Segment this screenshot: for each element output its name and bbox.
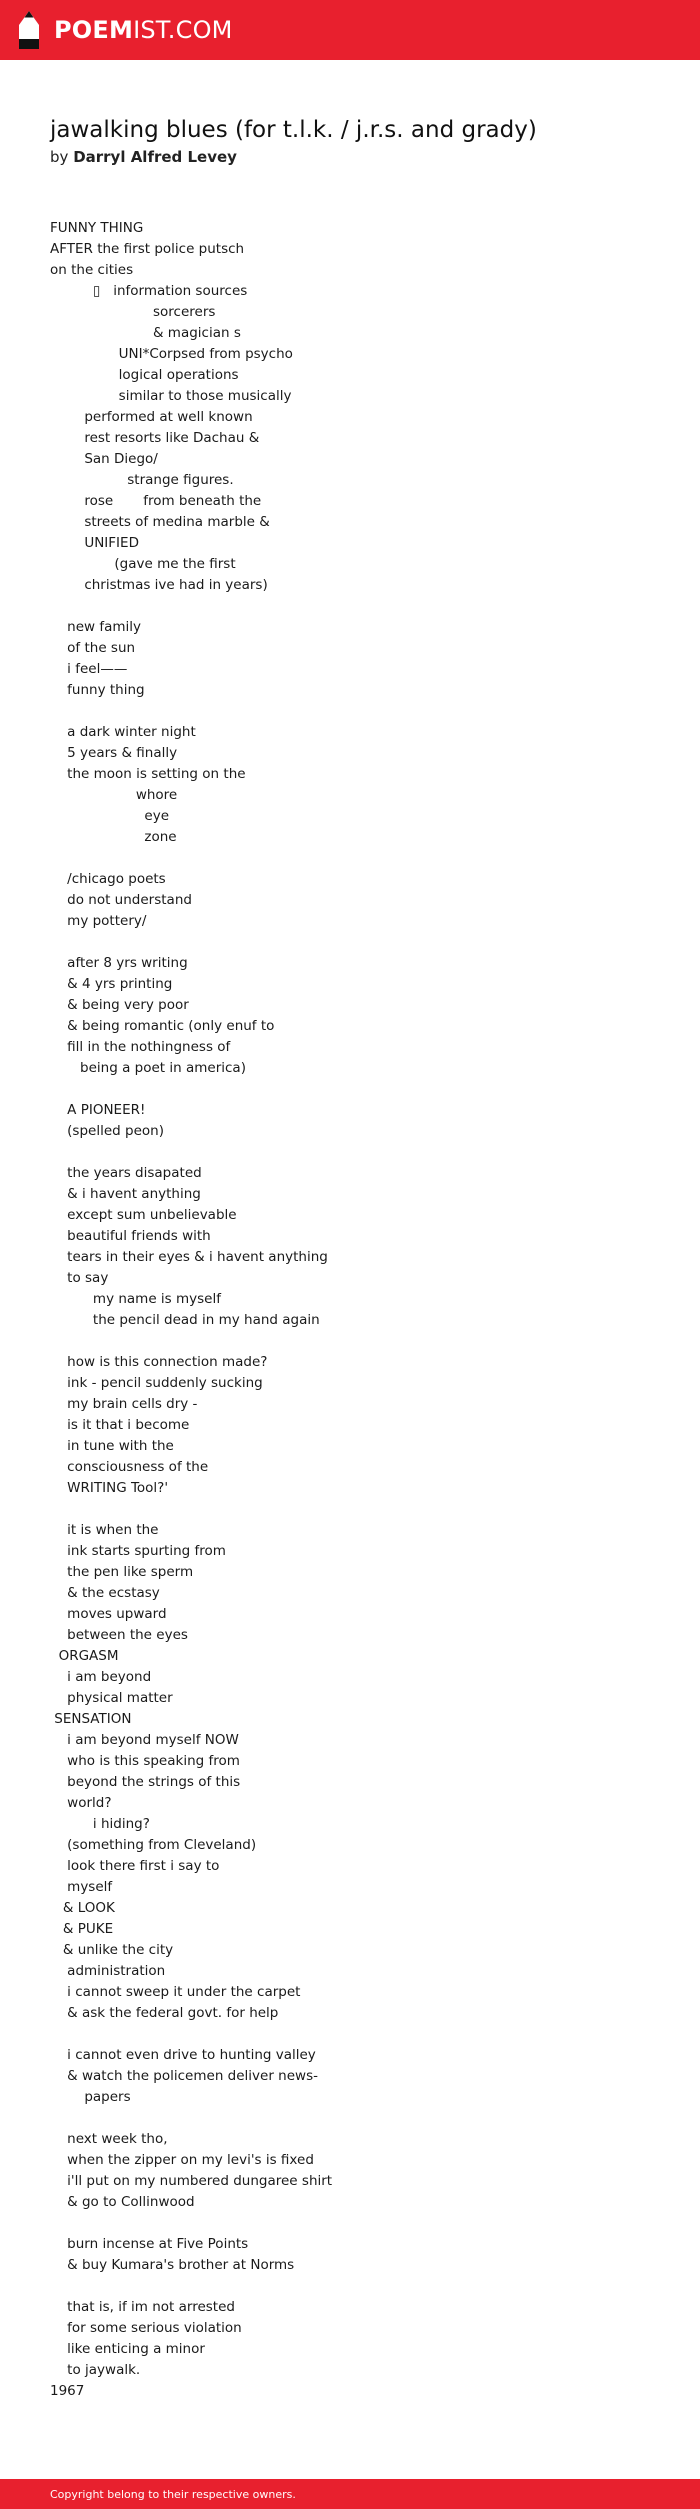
logo-bold-text: POEM — [54, 16, 134, 44]
poem-body: FUNNY THING AFTER the first police putsch on the cities ▯ information sources sorcerers & magician s UNI*Corpsed from psycho logical operations similar to those musically performed at well known rest resorts like Dachau & San Diego/ strange figures. rose from beneath the streets of medina marble & UNIFIED (gave me the first christmas ive had in years) new family of the sun i feel—— funny thing a dark winter night 5 years & finally the moon is setting on the whore eye zone /chicago poets do not understand my pottery/ after 8 yrs writing & 4 yrs printing & being very poor & being romantic (only enuf to fill in the nothingness of being a poet in america) A PIONEER! (spelled peon) the years disapated & i havent anything except sum unbelievable beautiful friends with tears in their eyes & i havent anything to say my name is myself the pencil dead in my hand again how is this connection made? ink - pencil suddenly sucking my brain cells dry - is it that i become in tune with the consciousness of the WRITING Tool?' it is when the ink starts spurting from the pen like sperm & the ecstasy moves upward between the eyes ORGASM i am beyond physical matter SENSATION i am beyond myself NOW who is this speaking from beyond the strings of this world? i hiding? (something from Cleveland) look there first i say to myself & LOOK & PUKE & unlike the city administration i cannot sweep it under the carpet & ask the federal govt. for help i cannot even drive to hunting valley & watch the policemen deliver news- papers next week tho, when the zipper on my levi's is fixed i'll put on my numbered dungaree shirt & go to Collinwood burn incense at Five Points & buy Kumara's brother at Norms that is, if im not arrested for some serious violation like enticing a minor to jaywalk. 1967 — [50, 220, 333, 2399]
pencil-icon — [18, 9, 40, 51]
site-footer — [0, 2479, 700, 2509]
copyright-text: Copyright belong to their respective owners. — [50, 2487, 296, 2501]
site-header — [0, 0, 700, 60]
author-link[interactable]: Darryl Alfred Levey — [73, 148, 237, 166]
by-label: by — [50, 148, 69, 166]
poem-byline — [50, 146, 670, 168]
poem-title: jawalking blues (for t.l.k. / j.r.s. and grady) — [50, 117, 537, 143]
poem-header — [50, 114, 670, 168]
site-logo-text — [54, 18, 233, 42]
site-logo-link[interactable] — [0, 0, 233, 60]
logo-light-text: IST.COM — [133, 16, 233, 44]
